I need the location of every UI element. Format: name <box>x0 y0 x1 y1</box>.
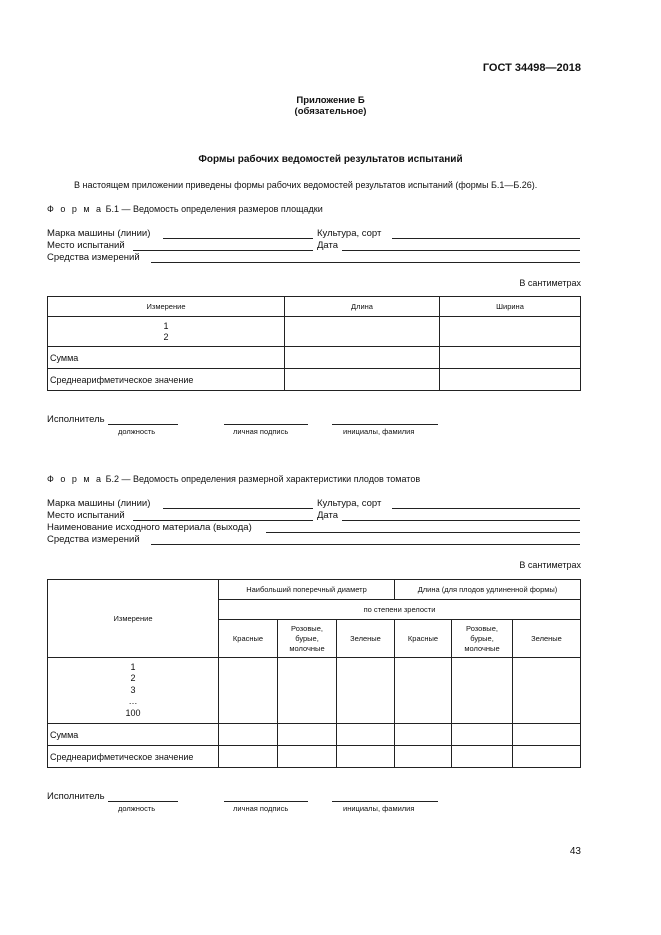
form1-machine-line[interactable] <box>163 238 313 239</box>
form1-cell-length-values[interactable] <box>285 317 440 347</box>
form2-measurements-cell <box>48 658 219 724</box>
form2-measurement-3: 3 <box>130 684 136 695</box>
standard-number: ГОСТ 34498—2018 <box>482 62 581 74</box>
form2-col-red-1: Красные <box>219 620 278 658</box>
page-number: 43 <box>569 846 581 857</box>
form2-cell-sum[interactable] <box>452 724 513 746</box>
form2-header-ripeness: по степени зрелости <box>219 600 581 620</box>
form2-col-green-2: Зеленые <box>513 620 581 658</box>
appendix-status: (обязательное) <box>294 106 367 117</box>
form2-material-label: Наименование исходного материала (выхода) <box>47 522 252 533</box>
form1-header-measurement: Измерение <box>48 297 285 317</box>
form2-position-line[interactable] <box>108 801 178 802</box>
form2-sign-line[interactable] <box>224 801 308 802</box>
form2-cell-values[interactable] <box>395 658 452 724</box>
form2-date-line[interactable] <box>342 520 580 521</box>
form1-cell-length-sum[interactable] <box>285 347 440 369</box>
form2-sign-caption: личная подпись <box>233 804 289 813</box>
form1-header-length: Длина <box>285 297 440 317</box>
form2-cell-values[interactable] <box>278 658 337 724</box>
form2-col-pink-2: Розовые, бурые, молочные <box>452 620 513 658</box>
form2-cell-values[interactable] <box>337 658 395 724</box>
form1-units: В сантиметрах <box>519 278 581 288</box>
form1-name-line[interactable] <box>332 424 438 425</box>
form2-units: В сантиметрах <box>519 560 581 570</box>
form2-culture-label: Культура, сорт <box>317 498 382 509</box>
form2-executor-label: Исполнитель <box>47 791 105 802</box>
form1-prefix: Ф о р м а <box>47 204 104 214</box>
form2-measurement-2: 2 <box>130 673 136 684</box>
form1-title <box>47 204 323 214</box>
form2-cell-mean[interactable] <box>278 746 337 768</box>
form2-measurement-100: 100 <box>125 707 141 718</box>
form2-title-text: Б.2 — Ведомость определения размерной характеристики плодов томатов <box>105 474 421 484</box>
form1-place-label: Место испытаний <box>47 240 125 251</box>
form2-cell-values[interactable] <box>452 658 513 724</box>
form2-cell-sum[interactable] <box>513 724 581 746</box>
form2-prefix: Ф о р м а <box>47 474 104 484</box>
form1-cell-width-mean[interactable] <box>440 369 581 391</box>
form2-material-line[interactable] <box>266 532 580 533</box>
form1-culture-label: Культура, сорт <box>317 228 382 239</box>
form1-cell-width-values[interactable] <box>440 317 581 347</box>
form2-cell-mean[interactable] <box>452 746 513 768</box>
form2-name-line[interactable] <box>332 801 438 802</box>
form2-machine-line[interactable] <box>163 508 313 509</box>
form2-measurement-1: 1 <box>130 661 136 672</box>
form1-measurement-1: 1 <box>163 320 169 331</box>
form2-cell-mean[interactable] <box>513 746 581 768</box>
form1-machine-label: Марка машины (линии) <box>47 228 151 239</box>
form2-col-red-2: Красные <box>395 620 452 658</box>
form2-col-pink-1: Розовые, бурые, молочные <box>278 620 337 658</box>
form2-mean-label: Среднеарифметическое значение <box>48 746 219 768</box>
form2-cell-sum[interactable] <box>337 724 395 746</box>
form1-place-line[interactable] <box>133 250 313 251</box>
form1-culture-line[interactable] <box>392 238 580 239</box>
form1-mean-label: Среднеарифметическое значение <box>48 369 285 391</box>
form2-header-length: Длина (для плодов удлиненной формы) <box>395 580 581 600</box>
form1-measurement-2: 2 <box>163 331 169 342</box>
form1-means-line[interactable] <box>151 262 580 263</box>
form1-position-line[interactable] <box>108 424 178 425</box>
form2-cell-sum[interactable] <box>278 724 337 746</box>
form2-measurement-ellipsis: … <box>128 696 138 707</box>
form2-table <box>47 579 581 768</box>
form2-means-label: Средства измерений <box>47 534 140 545</box>
form2-cell-mean[interactable] <box>337 746 395 768</box>
form1-name-caption: инициалы, фамилия <box>343 427 415 436</box>
form2-cell-mean[interactable] <box>395 746 452 768</box>
form2-header-diameter: Наибольший поперечный диаметр <box>219 580 395 600</box>
form2-cell-sum[interactable] <box>395 724 452 746</box>
form1-cell-width-sum[interactable] <box>440 347 581 369</box>
form1-sum-label: Сумма <box>48 347 285 369</box>
form1-date-line[interactable] <box>342 250 580 251</box>
form1-table <box>47 296 581 391</box>
appendix-title: Приложение Б <box>296 95 365 106</box>
form2-cell-values[interactable] <box>513 658 581 724</box>
form2-col-green-1: Зеленые <box>337 620 395 658</box>
form2-place-label: Место испытаний <box>47 510 125 521</box>
form2-sum-label: Сумма <box>48 724 219 746</box>
form1-position-caption: должность <box>118 427 156 436</box>
form2-machine-label: Марка машины (линии) <box>47 498 151 509</box>
form1-sign-caption: личная подпись <box>233 427 289 436</box>
form1-executor-label: Исполнитель <box>47 414 105 425</box>
form1-cell-length-mean[interactable] <box>285 369 440 391</box>
intro-paragraph: В настоящем приложении приведены формы рабочих ведомостей результатов испытаний (формы Б.1—Б.26). <box>74 180 538 190</box>
section-title: Формы рабочих ведомостей результатов испытаний <box>198 154 463 165</box>
form1-title-text: Б.1 — Ведомость определения размеров площадки <box>105 204 323 214</box>
form2-cell-mean[interactable] <box>219 746 278 768</box>
form2-place-line[interactable] <box>133 520 313 521</box>
form2-header-measurement: Измерение <box>48 580 219 658</box>
form2-cell-values[interactable] <box>219 658 278 724</box>
form2-means-line[interactable] <box>151 544 580 545</box>
form2-cell-sum[interactable] <box>219 724 278 746</box>
form1-sign-line[interactable] <box>224 424 308 425</box>
form1-means-label: Средства измерений <box>47 252 140 263</box>
form2-name-caption: инициалы, фамилия <box>343 804 415 813</box>
form2-culture-line[interactable] <box>392 508 580 509</box>
form1-measurements-cell <box>48 317 285 347</box>
form1-date-label: Дата <box>317 240 339 251</box>
form2-date-label: Дата <box>317 510 339 521</box>
form2-position-caption: должность <box>118 804 156 813</box>
form2-title <box>47 474 420 484</box>
form1-header-width: Ширина <box>440 297 581 317</box>
